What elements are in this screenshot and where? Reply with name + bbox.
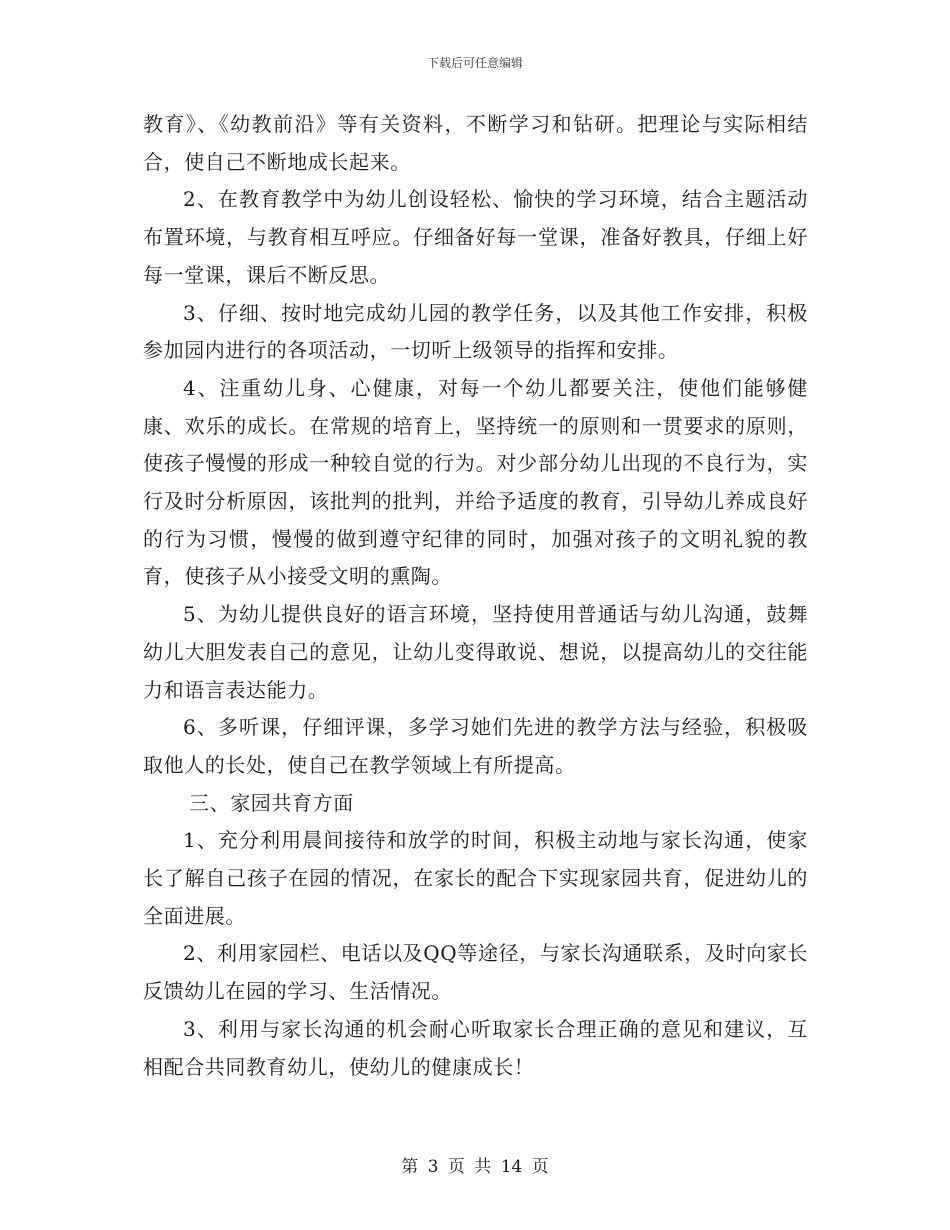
paragraph-home-school-3: 3、利用与家长沟通的机会耐心听取家长合理正确的意见和建议，互相配合共同教育幼儿，使幼儿的健康成长！	[143, 1016, 808, 1079]
paragraph-continued: 教育》、《幼教前沿》等有关资料，不断学习和钻研。把理论与实际相结合，使自己不断地成长起来。	[143, 112, 808, 174]
document-body	[143, 106, 808, 1086]
page-header: 下载后可任意编辑	[426, 56, 523, 70]
paragraph-item-3: 3、仔细、按时地完成幼儿园的教学任务，以及其他工作安排，积极参加园内进行的各项活动，一切听上级领导的指挥和安排。	[143, 300, 808, 363]
page-number-footer: 第 3 页 共 14 页	[401, 1157, 549, 1177]
paragraph-home-school-1: 1、充分利用晨间接待和放学的时间，积极主动地与家长沟通，使家长了解自己孩子在园的情况，在家长的配合下实现家园共育，促进幼儿的全面进展。	[143, 828, 808, 928]
paragraph-item-4: 4、注重幼儿身、心健康，对每一个幼儿都要关注，使他们能够健康、欢乐的成长。在常规的培育上，坚持统一的原则和一贯要求的原则，使孩子慢慢的形成一种较自觉的行为。对少部分幼儿出现的不良行为，实行及时分析原因，该批判的批判，并给予适度的教育，引导幼儿养成良好的行为习惯，慢慢的做到遵守纪律的同时，加强对孩子的文明礼貌的教育，使孩子从小接受文明的熏陶。	[143, 375, 808, 589]
paragraph-home-school-2: 2、利用家园栏、电话以及QQ等途径，与家长沟通联系，及时向家长反馈幼儿在园的学习、生活情况。	[143, 941, 808, 1004]
paragraph-item-2: 2、在教育教学中为幼儿创设轻松、愉快的学习环境，结合主题活动布置环境，与教育相互呼应。仔细备好每一堂课，准备好教具，仔细上好每一堂课，课后不断反思。	[143, 187, 808, 287]
section-heading-home-school: 三、家园共育方面	[189, 790, 354, 815]
paragraph-item-5: 5、为幼儿提供良好的语言环境，坚持使用普通话与幼儿沟通，鼓舞幼儿大胆发表自己的意见，让幼儿变得敢说、想说，以提高幼儿的交往能力和语言表达能力。	[143, 602, 808, 702]
paragraph-item-6: 6、多听课，仔细评课，多学习她们先进的教学方法与经验，积极吸取他人的长处，使自己在教学领域上有所提高。	[143, 715, 808, 777]
